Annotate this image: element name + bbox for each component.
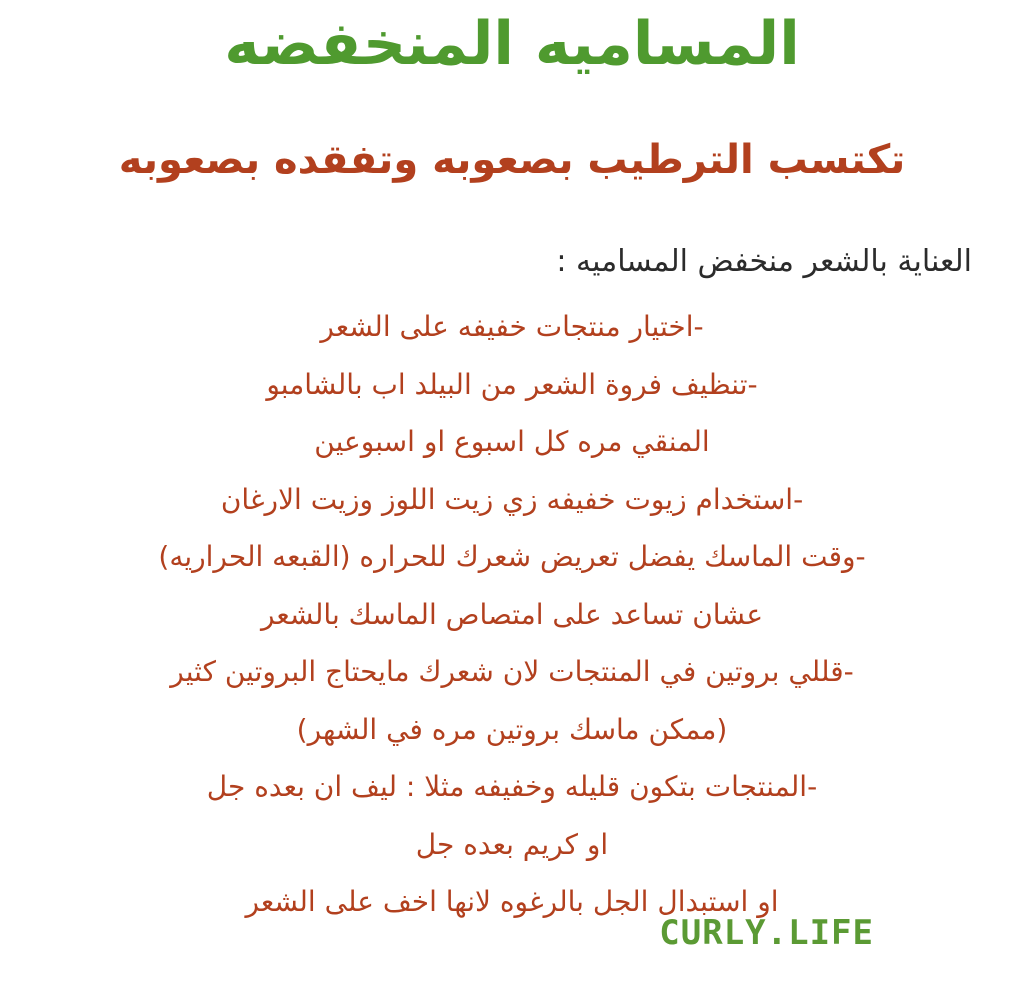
brand-watermark: CURLY.LIFE [659, 913, 874, 953]
page-title: المساميه المنخفضه [224, 9, 800, 79]
tip-line: -استخدام زيوت خفيفه زي زيت اللوز وزيت الارغان [220, 482, 804, 516]
tip-line: -اختيار منتجات خفيفه على الشعر [320, 310, 704, 343]
section-heading: العناية بالشعر منخفض المساميه : [556, 244, 972, 279]
tips-list [0, 298, 1024, 931]
tip-line: -تنظيف فروة الشعر من البيلد اب بالشامبو [266, 367, 758, 401]
tip-line: -المنتجات بتكون قليله وخفيفه مثلا : ليف ان بعده جل [206, 770, 818, 803]
tip-line: او كريم بعده جل [415, 827, 609, 861]
tip-line: -وقت الماسك يفضل تعريض شعرك للحراره (القبعه الحراريه) [158, 540, 866, 573]
tip-line: عشان تساعد على امتصاص الماسك بالشعر [260, 597, 764, 631]
tip-line: المنقي مره كل اسبوع او اسبوعين [314, 425, 710, 458]
tip-line: (ممكن ماسك بروتين مره في الشهر) [296, 712, 728, 746]
tip-line: او استبدال الجل بالرغوه لانها اخف على الشعر [245, 885, 779, 918]
tip-line: -قللي بروتين في المنتجات لان شعرك مايحتاج البروتين كثير [170, 655, 854, 688]
subtitle: تكتسب الترطيب بصعوبه وتفقده بصعوبه [118, 137, 906, 183]
